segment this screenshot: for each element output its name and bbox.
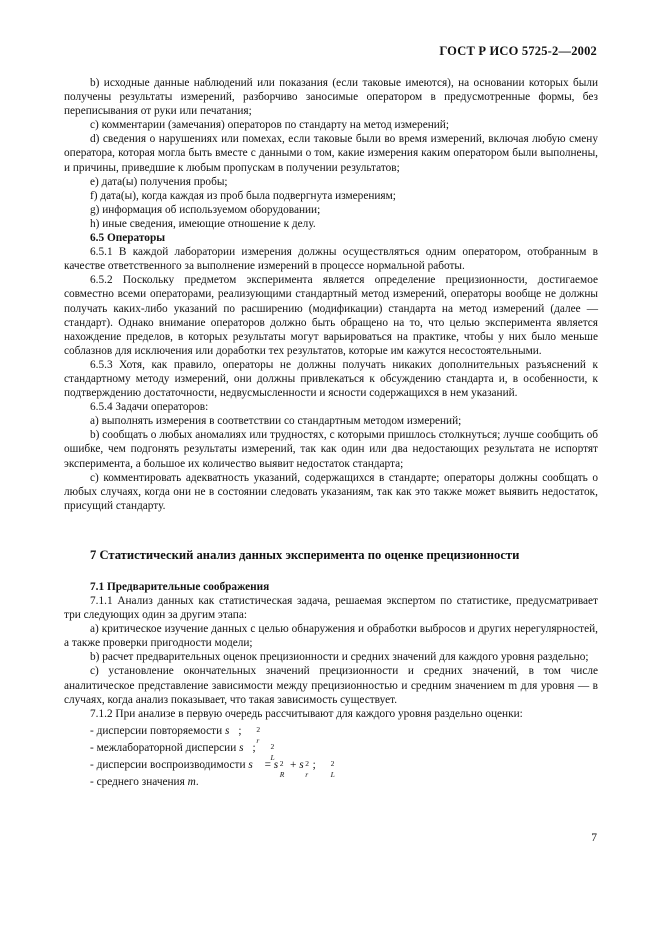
paragraph: c) комментарии (замечания) операторов по стандарту на метод измерений; — [90, 119, 449, 132]
document-body — [64, 76, 598, 789]
paragraph: e) дата(ы) получения пробы; — [90, 175, 228, 188]
list-item: - дисперсии повторяемости s 2 r ; — [90, 724, 261, 745]
paragraph: a) выполнять измерения в соответствии со стандартным методом измерений; — [90, 415, 462, 428]
paragraph: 6.5.3 Хотя, как правило, операторы не должны получать никаких дополнительных разъяснений к стандартному методу измерений, они должны привлекаться к обсуждению стандарта и, в особенности, к подтверждению достаточности, недвусмысленности и ясности содержащихся в нем указаний. — [64, 358, 598, 400]
paragraph: d) сведения о нарушениях или помехах, если таковые были во время измерений, включая любую смену оператора, которая могла быть вместе с данными о том, какие измерения каким оператором были выполнены, и причины, приведшие к любым пропускам в получении результатов; — [64, 133, 598, 174]
paragraph: b) исходные данные наблюдений или показания (если таковые имеются), на основании которых были получены результаты измерений, разборчиво заносимые оператором в предусмотренные формы, без переписывания от руки или печатания; — [64, 77, 598, 118]
item-text: - межлабораторной дисперсии — [90, 741, 237, 754]
paragraph: a) критическое изучение данных с целью обнаружения и обработки выбросов и других нерегулярностей, а также проверки пригодности модели; — [64, 623, 598, 650]
paragraph: 6.5.2 Поскольку предметом эксперимента является определение прецизионности, достигаемое совместно всеми операторами, реализующими стандартный метод измерений, операторы вообще не должны получать каких-либо указаний по расширению (модификации) стандарта на метод измерений (далее — стандарт). Однако внимание операторов должно быть обращено на то, что целью эксперимента является нахождение пределов, в которых результаты могут варьироваться на практике, чтобы у них было меньше соблазнов для исключения или доработки тех результатов, которые им кажутся несостоятельными. — [64, 274, 598, 357]
paragraph: 6.5.1 В каждой лаборатории измерения должны осуществляться одним оператором, отобранным в качестве ответственного за выполнение измерений в процессе нормальной работы. — [64, 246, 598, 273]
paragraph: 7.1.2 При анализе в первую очередь рассчитывают для каждого уровня раздельно оценки: — [90, 707, 523, 720]
section-heading: 7 Статистический анализ данных эксперимента по оценке прецизионности — [90, 547, 520, 562]
mean-symbol: m — [187, 776, 196, 789]
item-text: - дисперсии повторяемости — [90, 724, 223, 737]
paragraph: c) установление окончательных значений прецизионности и средних значений, в том числе аналитическое представление зависимости между прецизионностью и средним значением m для уровня — в случаях, когда анализ показывает, что такая зависимость существует. — [64, 665, 598, 706]
paragraph: 7.1.1 Анализ данных как статистическая задача, решаемая экспертом по статистике, предусматривает три следующих один за другим этапа: — [64, 595, 598, 622]
paragraph: 6.5.4 Задачи операторов: — [90, 401, 209, 414]
document-header: ГОСТ Р ИСО 5725-2—2002 — [439, 44, 597, 58]
paragraph: f) дата(ы), когда каждая из проб была подвергнута измерениям; — [90, 189, 396, 202]
list-item: - дисперсии воспроизводимости s 2 R = s 2 r + s 2 L ; — [90, 759, 335, 780]
item-text: - дисперсии воспроизводимости — [90, 759, 246, 772]
paragraph: h) иные сведения, имеющие отношение к делу. — [90, 217, 316, 230]
paragraph: b) сообщать о любых аномалиях или трудностях, с которыми пришлось столкнуться; лучше сообщить об ошибке, чем подгонять результаты измерений, так как один или два недостающих результата не испортят эксперимента, а большое их количество выявит недостаток стандарта; — [64, 429, 598, 470]
subsection-heading: 6.5 Операторы — [90, 232, 166, 245]
paragraph: b) расчет предварительных оценок прецизионности и средних значений для каждого уровня раздельно; — [90, 651, 589, 664]
list-item: - среднего значения m. — [90, 776, 199, 789]
paragraph: c) комментировать адекватность указаний, содержащихся в стандарте; операторы должны сообщать о любых случаях, когда они не в состоянии следовать указаниям, так как это также может выявить недостаток, присущий стандарту. — [64, 471, 598, 512]
paragraph: g) информация об используемом оборудовании; — [90, 203, 321, 216]
item-text: - среднего значения — [90, 776, 185, 789]
list-item: - межлабораторной дисперсии s 2 L ; — [90, 741, 275, 762]
page-number: 7 — [591, 832, 597, 844]
subsection-heading: 7.1 Предварительные соображения — [90, 580, 270, 593]
